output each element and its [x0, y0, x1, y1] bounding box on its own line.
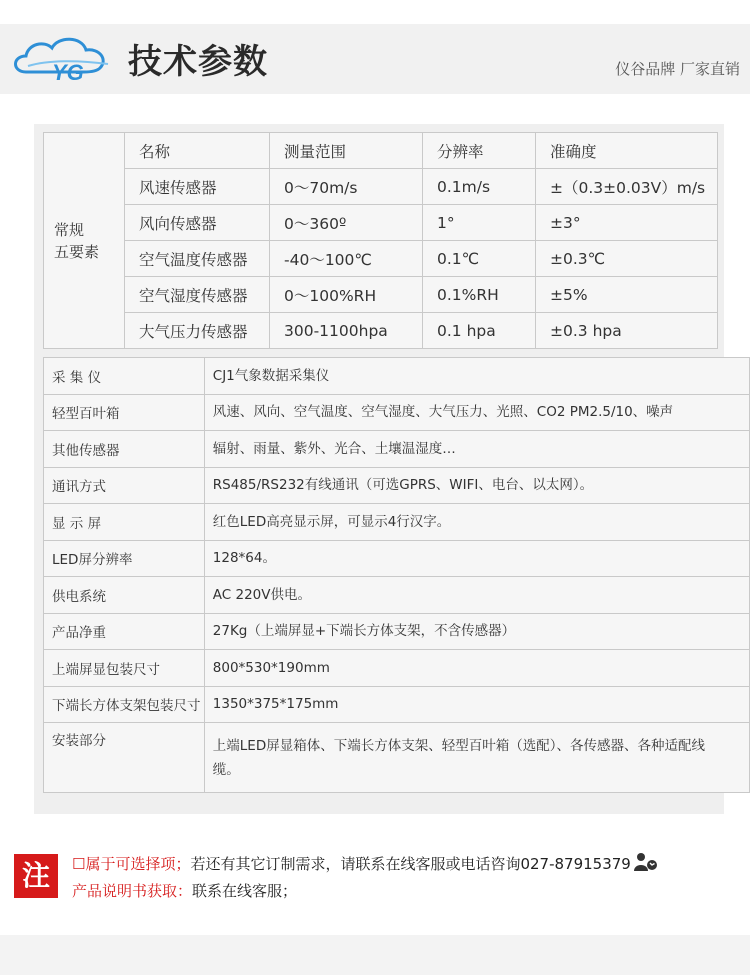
spec-key: 采 集 仪 [44, 358, 205, 395]
table-row [44, 504, 750, 541]
group-label-line1: 常规 [54, 220, 85, 239]
spec-value: 800*530*190mm [204, 650, 749, 687]
spec-key: 下端长方体支架包装尺寸 [44, 686, 205, 723]
spec-value: 上端LED屏显箱体、下端长方体支架、轻型百叶箱（选配）、各传感器、各种适配线缆。 [204, 723, 749, 793]
column-header: 名称 [125, 133, 270, 169]
table-cell: 0.1m/s [423, 169, 536, 205]
note-line-2 [72, 880, 297, 901]
table-row [44, 313, 718, 349]
cloud-logo-icon [8, 30, 118, 90]
spec-value: 红色LED高亮显示屏，可显示4行汉字。 [204, 504, 749, 541]
table-row [44, 241, 718, 277]
group-label-line2: 五要素 [54, 242, 100, 261]
spec-key: 安装部分 [44, 723, 205, 793]
note-line-1 [72, 852, 659, 874]
logo-text: YG [52, 60, 84, 85]
spec-key: 轻型百叶箱 [44, 394, 205, 431]
table-row [44, 358, 750, 395]
spec-value: 128*64。 [204, 540, 749, 577]
note-badge: 注 [14, 854, 58, 898]
table-row [44, 169, 718, 205]
note-label-optional: ☐属于可选择项； [72, 855, 191, 873]
table-cell: ±3° [536, 205, 718, 241]
table-row [44, 723, 750, 793]
table-cell: -40～100℃ [270, 241, 423, 277]
table-row [44, 467, 750, 504]
table-row [44, 277, 718, 313]
spec-value: 1350*375*175mm [204, 686, 749, 723]
table-cell: ±（0.3±0.03V）m/s [536, 169, 718, 205]
table-cell: ±0.3℃ [536, 241, 718, 277]
table-row [44, 394, 750, 431]
table-cell: 大气压力传感器 [125, 313, 270, 349]
spec-value: CJ1气象数据采集仪 [204, 358, 749, 395]
spec-value: 风速、风向、空气温度、空气湿度、大气压力、光照、CO2 PM2.5/10、噪声 [204, 394, 749, 431]
table-cell: 0～70m/s [270, 169, 423, 205]
table-cell: 风速传感器 [125, 169, 270, 205]
brand-slogan: 仪谷品牌 厂家直销 [615, 60, 740, 78]
spec-key: LED屏分辨率 [44, 540, 205, 577]
spec-value: RS485/RS232有线通讯（可选GPRS、WIFI、电台、以太网）。 [204, 467, 749, 504]
spec-key: 通讯方式 [44, 467, 205, 504]
spec-key: 供电系统 [44, 577, 205, 614]
spec-key: 显 示 屏 [44, 504, 205, 541]
table-row [44, 650, 750, 687]
sensor-table [43, 132, 718, 349]
table-row [44, 613, 750, 650]
table-cell: 0.1 hpa [423, 313, 536, 349]
spec-table [43, 357, 750, 793]
table-cell: 0～100%RH [270, 277, 423, 313]
spec-key: 上端屏显包装尺寸 [44, 650, 205, 687]
table-cell: ±5% [536, 277, 718, 313]
page-title: 技术参数 [128, 42, 268, 82]
table-cell: 0.1℃ [423, 241, 536, 277]
customer-service-phone-icon [633, 852, 659, 872]
footer-band [0, 935, 750, 975]
table-row [44, 686, 750, 723]
table-cell: 1° [423, 205, 536, 241]
spec-value: 辐射、雨量、紫外、光合、土壤温湿度… [204, 431, 749, 468]
table-row [44, 133, 718, 169]
note-manual-text: 联系在线客服； [192, 882, 298, 900]
table-cell: 空气温度传感器 [125, 241, 270, 277]
table-cell: 300-1100hpa [270, 313, 423, 349]
spec-value: AC 220V供电。 [204, 577, 749, 614]
column-header: 准确度 [536, 133, 718, 169]
table-cell: ±0.3 hpa [536, 313, 718, 349]
table-cell: 0～360º [270, 205, 423, 241]
table-cell: 空气湿度传感器 [125, 277, 270, 313]
note-label-manual: 产品说明书获取： [72, 882, 193, 900]
table-cell: 风向传感器 [125, 205, 270, 241]
table-row [44, 577, 750, 614]
note-contact-text: 若还有其它订制需求，请联系在线客服或电话咨询027-87915379 [190, 855, 631, 873]
spec-key: 产品净重 [44, 613, 205, 650]
column-header: 测量范围 [270, 133, 423, 169]
table-row [44, 540, 750, 577]
header-bar [0, 24, 750, 94]
group-label [44, 133, 125, 349]
spec-value: 27Kg（上端屏显+下端长方体支架，不含传感器） [204, 613, 749, 650]
table-row [44, 205, 718, 241]
spec-key: 其他传感器 [44, 431, 205, 468]
table-cell: 0.1%RH [423, 277, 536, 313]
table-row [44, 431, 750, 468]
column-header: 分辨率 [423, 133, 536, 169]
